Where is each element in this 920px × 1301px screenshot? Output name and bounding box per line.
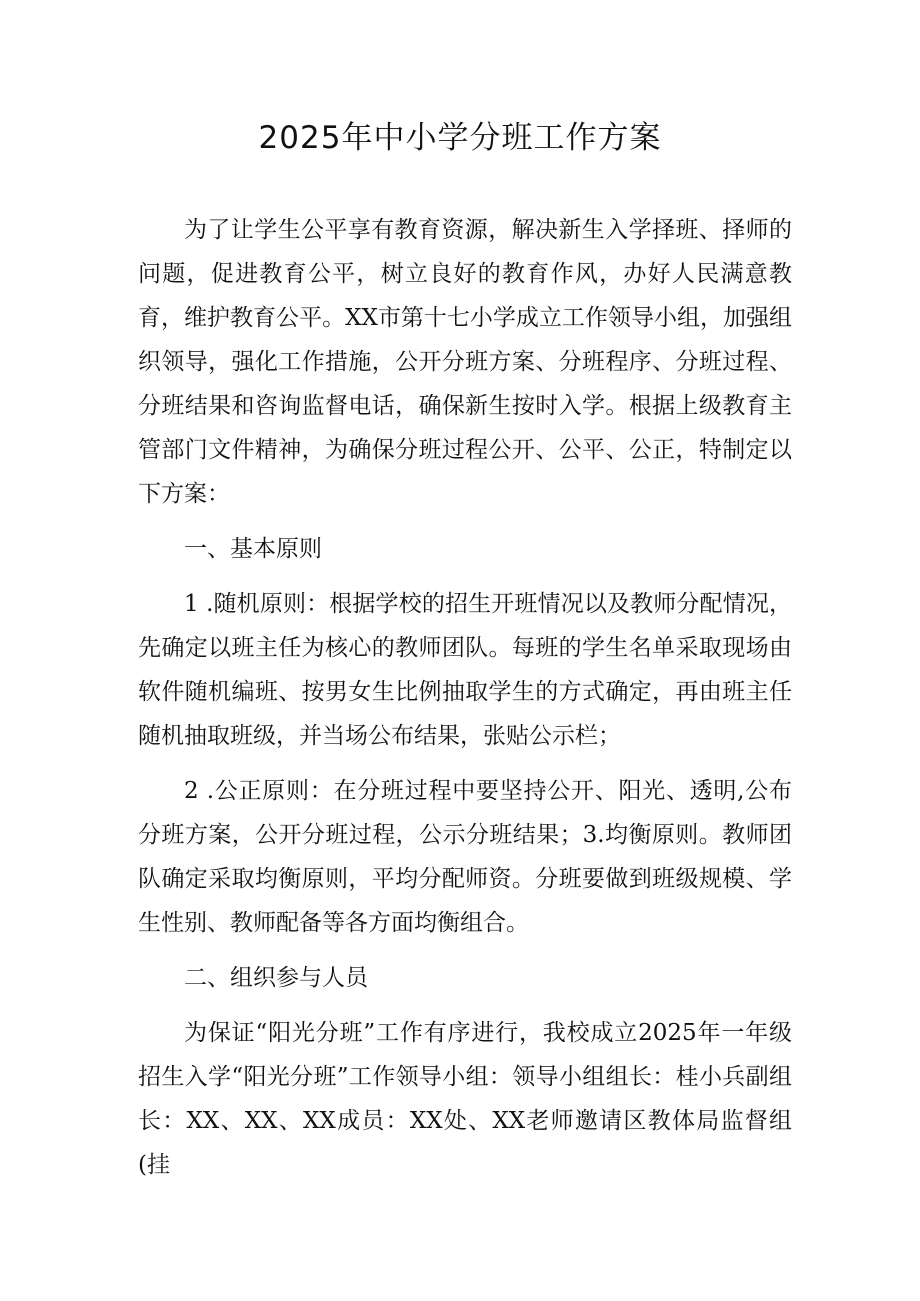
organization-paragraph: 为保证“阳光分班”工作有序进行，我校成立2025年一年级招生入学“阳光分班”工作领导小组：领导小组组长：桂小兵副组长：XX、XX、XX成员：XX处、XX老师邀请区教体局监督组(挂: [138, 1020, 792, 1178]
section-heading-basic-principles: 一、基本原则: [184, 536, 322, 562]
document-title: 2025年中小学分班工作方案: [258, 120, 662, 156]
section-heading-organization: 二、组织参与人员: [184, 965, 368, 991]
principle-fair-paragraph: 2 .公正原则：在分班过程中要坚持公开、阳光、透明,公布分班方案，公开分班过程，公示分班结果；3.均衡原则。教师团队确定采取均衡原则，平均分配师资。分班要做到班级规模、学生性别、教师配备等各方面均衡组合。: [138, 778, 792, 936]
document-body: [138, 208, 792, 1187]
principle-random-paragraph: 1 .随机原则：根据学校的招生开班情况以及教师分配情况，先确定以班主任为核心的教师团队。每班的学生名单采取现场由软件随机编班、按男女生比例抽取学生的方式确定，再由班主任随机抽取班级，并当场公布结果，张贴公示栏；: [138, 591, 792, 749]
intro-paragraph: 为了让学生公平享有教育资源，解决新生入学择班、择师的问题，促进教育公平，树立良好的教育作风，办好人民满意教育，维护教育公平。XX市第十七小学成立工作领导小组，加强组织领导，强化工作措施，公开分班方案、分班程序、分班过程、分班结果和咨询监督电话，确保新生按时入学。根据上级教育主管部门文件精神，为确保分班过程公开、公平、公正，特制定以下方案：: [138, 217, 792, 507]
